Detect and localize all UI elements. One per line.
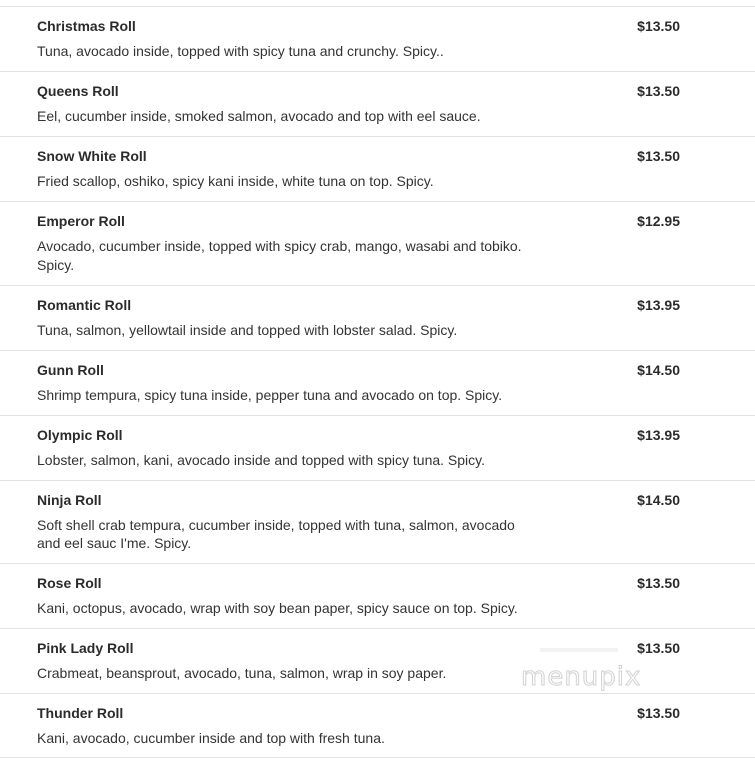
item-description: Soft shell crab tempura, cucumber inside, topped with tuna, salmon, avocado and eel sauc I'me. Spicy. (37, 516, 515, 551)
item-price: $12.95 (637, 213, 680, 229)
item-price: $13.50 (637, 705, 680, 721)
item-price: $13.95 (637, 296, 680, 313)
item-name: Emperor Roll (37, 213, 125, 229)
item-price: $14.50 (637, 361, 680, 378)
item-name: Rose Roll (37, 575, 102, 591)
item-description: Shrimp tempura, spicy tuna inside, pepper tuna and avocado on top. Spicy. (37, 386, 503, 403)
item-name: Gunn Roll (37, 361, 104, 378)
menu-item-thunder-roll (0, 693, 755, 758)
item-description: Lobster, salmon, kani, avocado inside and topped with spicy tuna. Spicy. (37, 451, 486, 468)
item-description: Tuna, avocado inside, topped with spicy tuna and crunchy. Spicy.. (37, 43, 444, 59)
item-name: Christmas Roll (37, 18, 136, 34)
watermark-bar (540, 648, 618, 652)
menu-item-gunn-roll (0, 350, 755, 415)
watermark: menupix (521, 662, 642, 692)
item-description: Kani, octopus, avocado, wrap with soy bean paper, spicy sauce on top. Spicy. (37, 600, 518, 616)
item-name: Thunder Roll (37, 705, 124, 721)
menu-item-snow-white-roll (0, 136, 755, 201)
item-name: Romantic Roll (37, 296, 132, 313)
menu-item-romantic-roll (0, 285, 755, 350)
menu-item-ninja-roll (0, 480, 755, 564)
item-name: Pink Lady Roll (37, 640, 134, 656)
item-description: Crabmeat, beansprout, avocado, tuna, salmon, wrap in soy paper. (37, 665, 447, 681)
item-description: Kani, avocado, cucumber inside and top with fresh tuna. (37, 730, 385, 746)
menu-item-emperor-roll (0, 201, 755, 285)
item-price: $13.50 (637, 18, 680, 34)
menu-item-christmas-roll (0, 6, 755, 71)
item-price: $13.50 (637, 575, 680, 591)
menu-item-pink-lady-roll (0, 628, 755, 693)
menu-item-queens-roll (0, 71, 755, 136)
item-description: Avocado, cucumber inside, topped with spicy crab, mango, wasabi and tobiko. Spicy. (37, 238, 522, 273)
item-description: Tuna, salmon, yellowtail inside and topped with lobster salad. Spicy. (37, 321, 458, 338)
item-price: $13.50 (637, 83, 680, 99)
item-name: Queens Roll (37, 83, 119, 99)
item-price: $13.50 (637, 640, 680, 656)
item-name: Ninja Roll (37, 491, 102, 508)
item-name: Snow White Roll (37, 148, 147, 164)
menu-item-rose-roll (0, 563, 755, 628)
menu-list (0, 6, 755, 758)
item-description: Eel, cucumber inside, smoked salmon, avocado and top with eel sauce. (37, 108, 481, 124)
item-name: Olympic Roll (37, 426, 123, 443)
item-price: $13.95 (637, 426, 680, 443)
menu-item-olympic-roll (0, 415, 755, 480)
item-price: $14.50 (637, 491, 680, 508)
item-description: Fried scallop, oshiko, spicy kani inside, white tuna on top. Spicy. (37, 173, 434, 189)
item-price: $13.50 (637, 148, 680, 164)
